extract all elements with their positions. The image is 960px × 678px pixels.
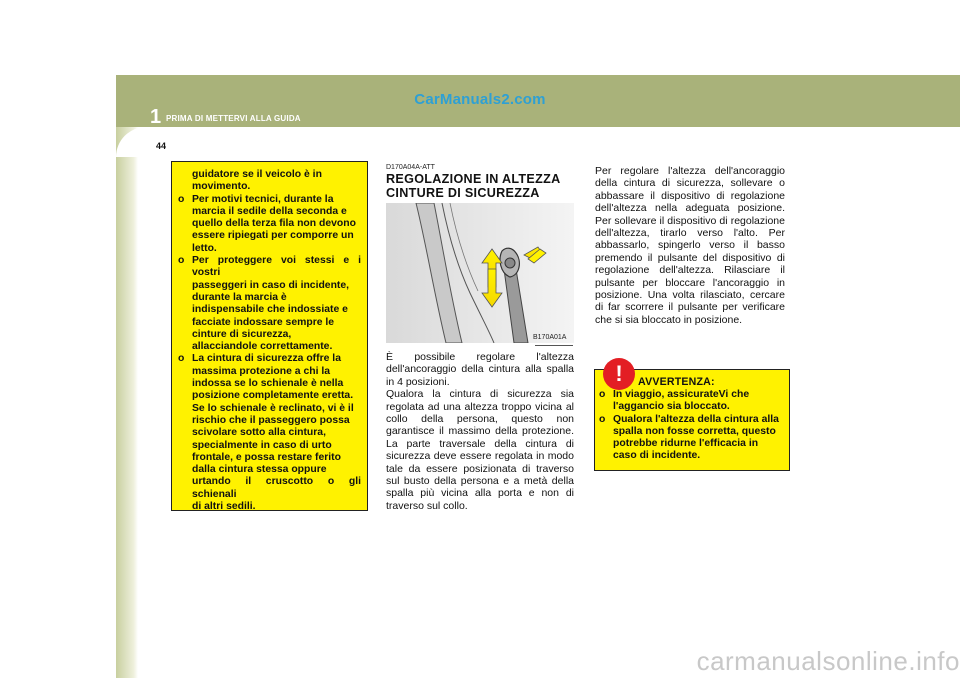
note-line: movimento. — [192, 181, 251, 193]
figure-code: B170A01A — [533, 334, 567, 341]
chapter-number: 1 — [150, 106, 162, 128]
warning-line: l'aggancio sia bloccato. — [613, 401, 730, 413]
warning-items — [599, 389, 786, 463]
section-title-line: REGOLAZIONE IN ALTEZZA — [386, 172, 561, 186]
warning-line: Qualora l'altezza della cintura alla — [613, 413, 779, 425]
note-line: scivolare sotto alla cintura, — [192, 427, 326, 439]
section-title — [386, 172, 576, 200]
footer-watermark[interactable]: carmanualsonline.info — [696, 646, 960, 676]
note-item — [178, 255, 361, 353]
note-line: Per motivi tecnici, durante la — [192, 193, 334, 205]
top-watermark[interactable]: CarManuals2.com — [414, 91, 546, 108]
note-line: indispensabile che indossiate e — [192, 304, 348, 316]
section-code: D170A04A-ATT — [386, 164, 435, 171]
note-item — [178, 194, 361, 255]
chapter-title: PRIMA DI METTERVI ALLA GUIDA — [166, 114, 301, 123]
middle-column-text — [386, 351, 574, 512]
bullet: o — [599, 413, 606, 425]
note-line: dalla cintura stessa oppure — [192, 464, 327, 476]
warning-heading: AVVERTENZA: — [638, 376, 715, 388]
seatbelt-height-adjuster-illustration — [386, 203, 574, 343]
note-line: urtando il cruscotto o gli schienali — [192, 476, 361, 500]
note-line: indossa se lo schienale è nella — [192, 378, 344, 390]
note-line: guidatore se il veicolo è in — [192, 169, 322, 180]
note-line: rischio che il passeggero possa — [192, 414, 350, 426]
warning-item — [599, 389, 786, 414]
side-strip — [116, 127, 138, 678]
bullet: o — [178, 255, 185, 267]
note-line: letto. — [192, 242, 217, 254]
note-line: Per proteggere voi stessi e i vostri — [192, 255, 361, 279]
right-column-text — [595, 165, 785, 326]
note-line: La cintura di sicurezza offre la — [192, 353, 341, 365]
note-line: specialmente in caso di urto — [192, 439, 332, 451]
paragraph: È possibile regolare l'altezza dell'ancoraggio della cintura alla spalla in 4 posizioni. — [386, 351, 574, 388]
warning-line: potrebbe ridurne l'efficacia in — [613, 438, 759, 450]
note-line: passeggeri in caso di incidente, — [192, 279, 350, 291]
note-line: marcia il sedile della seconda e — [192, 205, 347, 217]
note-line: facciate indossare sempre le — [192, 316, 335, 328]
paragraph: Qualora la cintura di sicurezza sia regolata ad una altezza troppo vicina al collo della persona, questo non garantisce il massimo della protezione. La parte traversale della cintura di sicurezza deve essere regolata in modo tale da essere posizionata di traverso sul busto della persona e a metà della spalla più vicina alla porta e non di traverso sul collo. — [386, 388, 574, 512]
note-line: durante la marcia è — [192, 291, 287, 303]
warning-line: In viaggio, assicurateVi che — [613, 389, 750, 400]
warning-exclamation-icon: ! — [603, 358, 635, 390]
warning-line: caso di incidente. — [613, 450, 701, 462]
section-title-line: CINTURE DI SICUREZZA — [386, 186, 540, 200]
page-number: 44 — [156, 141, 167, 151]
note-line: cinture di sicurezza, — [192, 328, 292, 340]
bullet: o — [599, 389, 606, 400]
seatbelt-illustration-svg — [386, 203, 574, 343]
note-line: massima protezione a chi la — [192, 365, 331, 377]
note-item — [178, 353, 361, 513]
bullet: o — [178, 353, 185, 365]
warning-line: spalla non fosse corretta, questo — [613, 425, 776, 437]
paragraph: Per regolare l'altezza dell'ancoraggio della cintura di sicurezza, sollevare o abbassare il dispositivo di regolazione dell'altezza nella adeguata posizione. Per sollevare il dispositivo di regolazione dell'altezza, tirarlo verso l'alto. Per abbassarlo, spingerlo verso il basso premendo il pulsante del dispositivo di regolazione dell'altezza. Rilasciare il pulsante per bloccare l'ancoraggio in posizione. Una volta rilasciato, cercare di far scorrere il pulsante per verificare che si sia bloccato in posizione. — [595, 165, 785, 326]
note-line: essere ripiegati per comporre un — [192, 230, 354, 242]
figure-code-underline — [535, 345, 573, 346]
note-line: frontale, e possa restare ferito — [192, 451, 341, 463]
note-line: posizione completamente eretta. — [192, 390, 354, 402]
note-line: allacciandole correttamente. — [192, 341, 333, 353]
note-line: Se lo schienale è reclinato, vi è il — [192, 402, 354, 414]
note-line: di altri sedili. — [192, 501, 256, 513]
note-line: quello della terza fila non devono — [192, 218, 356, 230]
warning-item — [599, 414, 786, 463]
bullet: o — [178, 193, 185, 205]
left-note-box — [171, 161, 368, 511]
